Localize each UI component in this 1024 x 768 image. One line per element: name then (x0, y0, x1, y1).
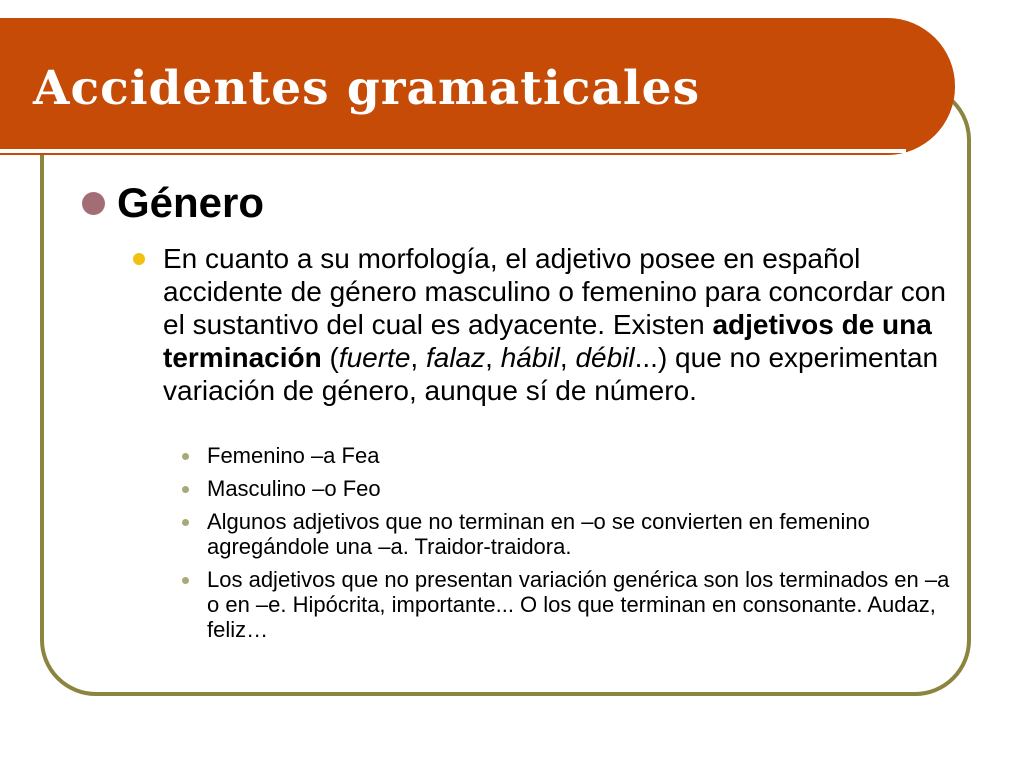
bullet-dot-icon (82, 192, 105, 215)
slide-title: Accidentes gramaticales (33, 61, 701, 116)
paragraph-segment: , (485, 342, 501, 373)
paragraph-segment: ...) que no experimentan variación de género, aunque sí de número. (163, 342, 939, 406)
paragraph-example: fuerte (338, 342, 411, 373)
paragraph-segment: ( (321, 342, 339, 373)
list-item-text: Femenino –a Fea (207, 443, 380, 468)
bullet-dot-icon (133, 253, 145, 265)
list-item (182, 443, 952, 468)
paragraph-segment: , (410, 342, 426, 373)
list-item-text: Los adjetivos que no presentan variación genérica son los terminados en –a o en –e. Hipócrita, importante... O los que terminan en consonante. Audaz, feliz… (207, 567, 950, 642)
bullet-dot-icon (182, 453, 189, 460)
sub-bullet-list (182, 443, 952, 650)
heading-bullet (82, 178, 264, 228)
paragraph-text (163, 242, 948, 407)
bullet-dot-icon (182, 486, 189, 493)
bullet-dot-icon (182, 577, 189, 584)
list-item (182, 509, 952, 559)
title-underline (0, 149, 906, 153)
paragraph-bullet (133, 242, 948, 407)
list-item (182, 476, 952, 501)
list-item (182, 567, 952, 642)
paragraph-example: débil (575, 342, 635, 373)
paragraph-bold-term: adjetivos de una terminación (163, 309, 932, 373)
paragraph-example: falaz (425, 342, 486, 373)
paragraph-example: hábil (500, 342, 560, 373)
list-item-text: Masculino –o Feo (207, 476, 381, 501)
list-item-text: Algunos adjetivos que no terminan en –o se convierten en femenino agregándole una –a. Traidor-traidora. (207, 509, 870, 559)
bullet-dot-icon (182, 519, 189, 526)
paragraph-segment: En cuanto a su morfología, el adjetivo posee en español accidente de género masculino o femenino para concordar con el sustantivo del cual es adyacente. Existen (163, 243, 946, 340)
paragraph-segment: , (559, 342, 576, 373)
heading-genero: Género (117, 179, 265, 226)
title-bar (0, 18, 955, 155)
